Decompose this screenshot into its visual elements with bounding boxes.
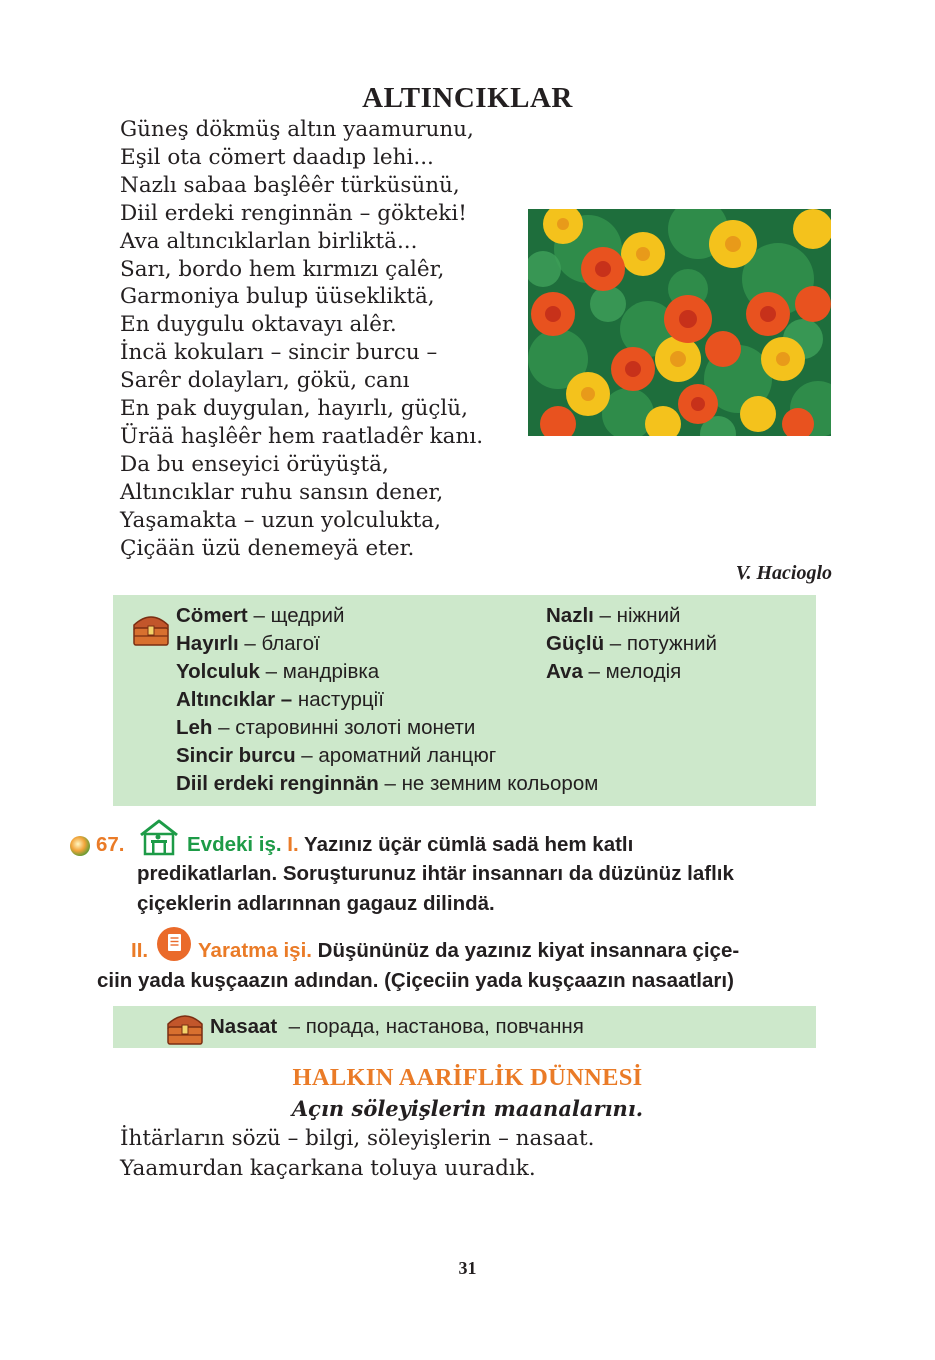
vocab-sep: – [378, 772, 402, 795]
poem-line: Sarêr dolayları, gökü, canı [120, 368, 410, 394]
vocab-term: Nasaat [210, 1015, 278, 1038]
vocab-entry [546, 604, 680, 628]
exercise-bullet-icon [70, 836, 90, 856]
vocab-term: Sincir burcu [176, 744, 296, 767]
vocab-entry [546, 632, 717, 656]
exercise-part1-line: predikatlarlan. Soruşturunuz ihtär insannarı da düzünüz laflık [137, 862, 734, 885]
poem-line: Ava altıncıklarlan birliktä... [120, 228, 418, 254]
vocab-sep: – [593, 604, 617, 627]
vocab-sep: – [295, 744, 319, 767]
vocab-meaning: ароматний ланцюг [318, 744, 497, 767]
vocab-meaning: не земним кольором [401, 772, 599, 795]
poem-line: Garmoniya bulup üüsekliktä, [120, 284, 435, 310]
exercise-part1-line: çiçeklerin adlarınnan gagauz dilindä. [137, 892, 495, 915]
vocab-entry [176, 744, 496, 768]
vocabulary-box [113, 595, 816, 806]
poem-line: Altıncıklar ruhu sansın dener, [120, 479, 444, 505]
vocab-meaning: мелодія [605, 660, 682, 683]
vocab-entry [176, 604, 344, 628]
poem-line: Nazlı sabaa başlêêr türküsünü, [120, 172, 460, 198]
vocab-meaning: порада, настанова, повчання [305, 1015, 584, 1038]
home-work-label: Evdeki iş. [187, 833, 282, 856]
vocab-meaning: старовинні золоті монети [235, 716, 476, 739]
section-instruction: Açın söleyişlerin maanalarını. [291, 1096, 644, 1121]
vocab-meaning: щедрий [270, 604, 345, 627]
vocab-entry [176, 660, 379, 684]
exercise-part2-line: ciin yada kuşçaazın adından. (Çiçeciin yada kuşçaazın nasaatları) [97, 969, 734, 992]
home-work-icon [138, 818, 180, 856]
treasure-chest-icon [131, 611, 171, 647]
creative-work-icon [157, 927, 191, 961]
vocab-sep: – [247, 604, 271, 627]
poem-line: En duygulu oktavayı alêr. [120, 312, 397, 338]
treasure-chest-icon [165, 1010, 205, 1046]
poem-title: ALTINCIKLAR [362, 82, 573, 114]
poem-line: Yaşamakta – uzun yolculukta, [120, 507, 441, 533]
vocab-entry [176, 688, 384, 712]
part1-text: Yazınız üçär cümlä sadä hem katlı [304, 833, 634, 856]
poem-line: Diil erdeki renginnän – gökteki! [120, 200, 467, 226]
poem-line: Çiçään üzü denemeyä eter. [120, 535, 415, 561]
vocab-meaning: потужний [626, 632, 717, 655]
vocab-term: Yolculuk [176, 660, 260, 683]
poem-line: Güneş dökmüş altın yaamurunu, [120, 117, 474, 142]
vocabulary-box-2 [113, 1006, 816, 1048]
part1-number: I. [287, 833, 299, 856]
vocab-meaning: благої [261, 632, 320, 655]
poem-line: İncä kokuları – sincir burcu – [120, 340, 438, 366]
vocab-entry [176, 716, 475, 740]
poem-line: Ürää haşlêêr hem raatladêr kanı. [120, 423, 484, 449]
vocab-entry [176, 632, 320, 656]
vocab-meaning: мандрівка [282, 660, 380, 683]
vocab-sep: – [277, 1015, 306, 1038]
vocab-meaning: настурції [297, 688, 384, 711]
vocab-sep: – [604, 632, 627, 655]
vocab-term: Cömert [176, 604, 248, 627]
document-icon [157, 927, 191, 961]
vocab-sep: – [238, 632, 262, 655]
vocab-sep: – [259, 660, 283, 683]
flowers-illustration [528, 209, 831, 436]
poem-line: Sarı, bordo hem kırmızı çalêr, [120, 256, 445, 282]
nasturtium-flowers-photo [528, 209, 831, 436]
vocab-meaning: ніжний [616, 604, 681, 627]
part2-text: Düşününüz da yazınız kiyat insannara çiçe- [317, 939, 740, 962]
vocab-entry [210, 1015, 584, 1039]
saying-line: İhtärların sözü – bilgi, söleyişlerin – nasaat. [120, 1126, 595, 1151]
exercise-part1-first-line [187, 833, 633, 857]
poem-line: En pak duygulan, hayırlı, güçlü, [120, 396, 468, 422]
vocab-term: Leh [176, 716, 213, 739]
saying-line: Yaamurdan kaçarkana toluya uuradık. [120, 1156, 536, 1181]
vocab-sep: – [212, 716, 236, 739]
vocab-term: Ava [546, 660, 583, 683]
vocab-term: Nazlı [546, 604, 594, 627]
section-title: HALKIN AARİFLİK DÜNNESİ [292, 1064, 643, 1091]
page-number: 31 [458, 1258, 477, 1278]
exercise-number: 67. [96, 833, 125, 856]
poem-line: Eşil ota cömert daadıp lehi... [120, 144, 434, 170]
part2-number: II. [131, 939, 149, 962]
vocab-entry [546, 660, 681, 684]
vocab-term: Altıncıklar – [176, 688, 293, 711]
poem-author: V. Hacioglo [735, 562, 832, 584]
vocab-term: Hayırlı [176, 632, 239, 655]
vocab-term: Diil erdeki renginnän [176, 772, 379, 795]
poem-body [120, 116, 540, 563]
poem-line: Da bu enseyici örüyüştä, [120, 451, 389, 477]
vocab-entry [176, 772, 598, 796]
exercise-part2-first-line [198, 939, 739, 963]
creative-work-label: Yaratma işi. [198, 939, 312, 962]
vocab-term: Güçlü [546, 632, 605, 655]
vocab-sep: – [582, 660, 606, 683]
